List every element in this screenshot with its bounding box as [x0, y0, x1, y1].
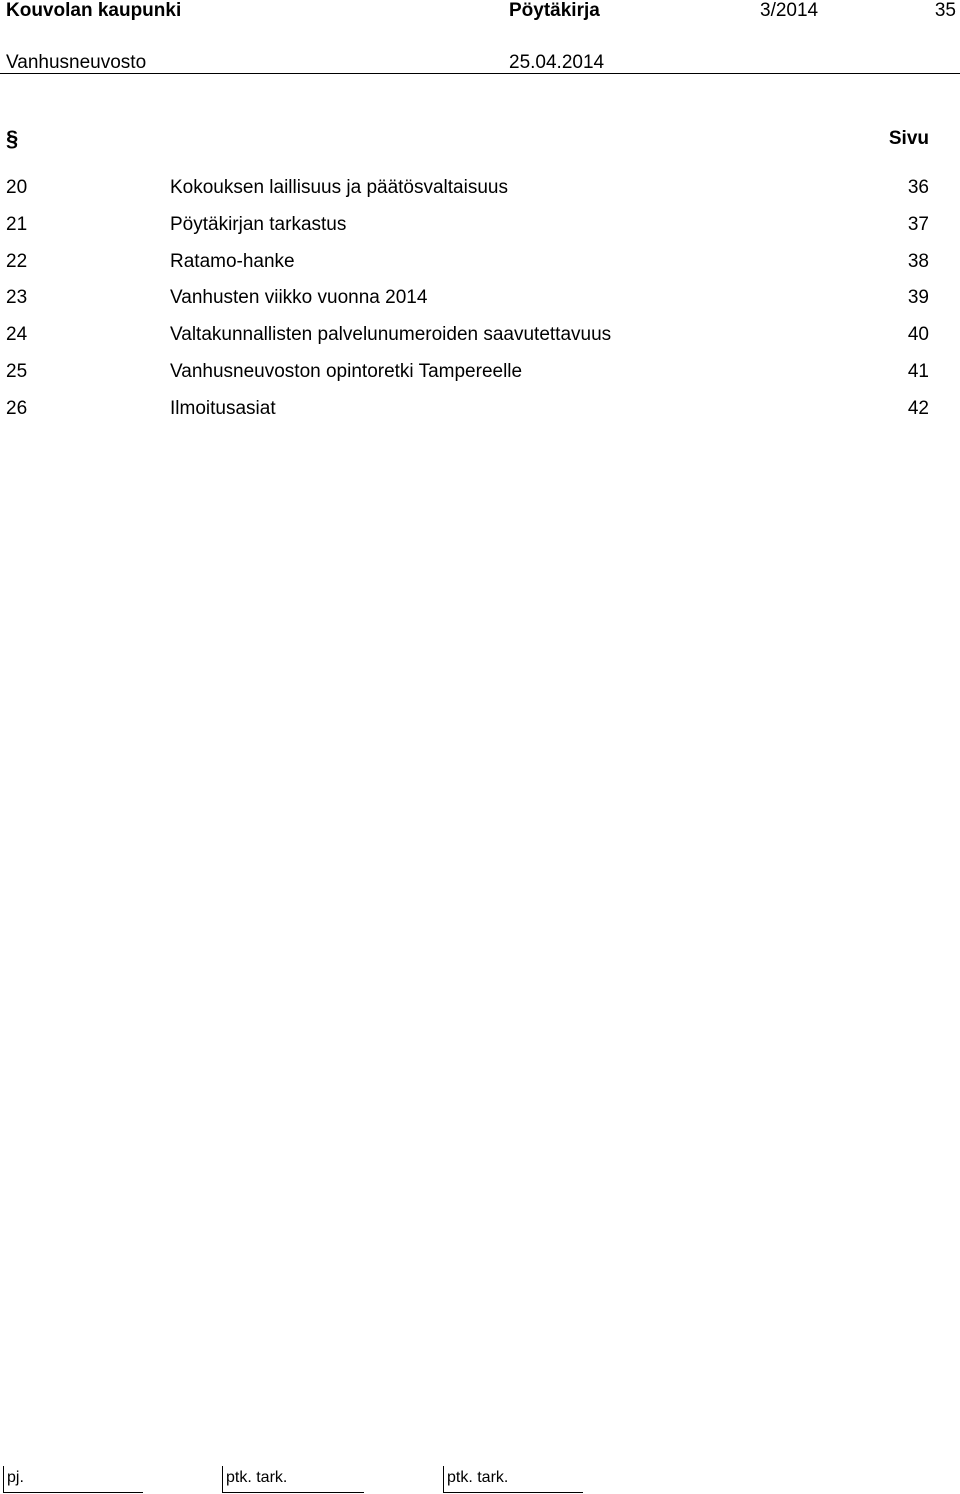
toc-entry-page: 41 — [907, 360, 929, 382]
toc-entry-number: 21 — [6, 213, 28, 235]
toc-entry-number: 22 — [6, 250, 28, 272]
organization-name: Kouvolan kaupunki — [6, 0, 182, 21]
signature-field-chair — [3, 1466, 143, 1493]
toc-entry-page: 37 — [907, 213, 929, 235]
toc-entry-page: 39 — [907, 287, 929, 309]
toc-header — [0, 127, 960, 151]
signature-field-reviewer-2 — [443, 1466, 583, 1493]
toc-entry-page: 38 — [907, 250, 929, 272]
page-column-heading: Sivu — [888, 128, 929, 149]
section-symbol: § — [6, 126, 19, 151]
meeting-date: 25.04.2014 — [509, 52, 605, 73]
toc-entry-number: 24 — [6, 324, 28, 346]
toc-entry-number: 26 — [6, 397, 28, 419]
signature-field-reviewer-1 — [222, 1466, 364, 1493]
toc-entry-title: Vanhusten viikko vuonna 2014 — [170, 287, 428, 309]
toc-entry — [0, 177, 960, 214]
toc-entry-title: Pöytäkirjan tarkastus — [170, 213, 347, 235]
toc-entry-page: 42 — [907, 397, 929, 419]
toc-entry-title: Kokouksen laillisuus ja päätösvaltaisuus — [170, 177, 508, 198]
toc-entry — [0, 287, 960, 324]
body-name: Vanhusneuvosto — [6, 52, 147, 73]
toc-entry-number: 25 — [6, 360, 28, 382]
toc-entry — [0, 251, 960, 288]
toc-entry — [0, 324, 960, 361]
signature-label: ptk. tark. — [447, 1469, 509, 1486]
toc-entry — [0, 214, 960, 251]
toc-entry-page: 36 — [907, 177, 929, 198]
toc-entry — [0, 398, 960, 435]
header-divider — [0, 73, 960, 74]
document-type: Pöytäkirja — [509, 0, 600, 21]
toc-entry-number: 23 — [6, 287, 28, 309]
signature-label: ptk. tark. — [226, 1469, 288, 1486]
page-number: 35 — [934, 0, 956, 21]
toc-entry-page: 40 — [907, 324, 929, 346]
toc-list — [0, 177, 960, 435]
toc-entry-title: Vanhusneuvoston opintoretki Tampereelle — [170, 360, 523, 382]
toc-entry-title: Valtakunnallisten palvelunumeroiden saavutettavuus — [170, 324, 612, 346]
issue-number: 3/2014 — [760, 0, 819, 21]
toc-entry — [0, 361, 960, 398]
toc-entry-title: Ilmoitusasiat — [170, 397, 276, 419]
toc-entry-title: Ratamo-hanke — [170, 250, 295, 272]
toc-entry-number: 20 — [6, 177, 28, 198]
signature-label: pj. — [7, 1469, 24, 1486]
